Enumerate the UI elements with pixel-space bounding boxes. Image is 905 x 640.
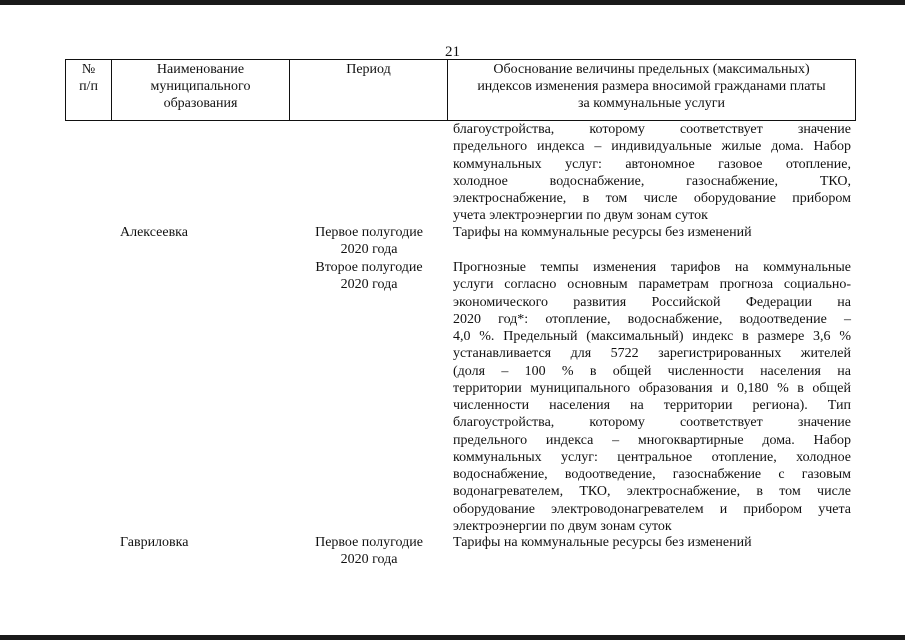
header-number: № п/п [79, 62, 98, 94]
period-first-half: Первое полугодие 2020 года [315, 535, 423, 567]
page-number: 21 [445, 44, 460, 60]
text-line: предельного индекса – многоквартирные дома. Набор [453, 432, 851, 448]
continued-basis-text [453, 121, 851, 225]
text-line: благоустройства, которому соответствует значение [453, 122, 851, 137]
text-line: оборудование электроводонагревателем и прибором учета [453, 501, 851, 517]
text-line: услуги согласно основным параметрам прогноза социально- [453, 277, 851, 293]
bottom-border [0, 635, 905, 640]
basis-text [453, 259, 851, 535]
text-line: 4,0 %. Предельный (максимальный) индекс в размере 3,6 % [453, 329, 851, 344]
text-line: водоснабжение, водоотведение, газоснабжение с газовым [453, 467, 851, 482]
text-line: коммунальных услуг: автономное газовое отопление, [453, 156, 851, 172]
text-line: Прогнозные темпы изменения тарифов на коммунальные [453, 260, 851, 275]
header-top-rule [65, 59, 855, 60]
text-line: холодное водоснабжение, газоснабжение, ТКО, [453, 173, 851, 189]
header-municipality: Наименование муниципального образования [150, 62, 251, 111]
header-period: Период [346, 62, 391, 77]
period-second-half: Второе полугодие 2020 года [315, 260, 423, 292]
text-line: территории муниципального образования и 0,180 % в общей [453, 380, 851, 396]
grid-line [855, 59, 856, 121]
text-line: электроснабжение, в том числе оборудование прибором [453, 191, 851, 206]
text-line: предельного индекса – индивидуальные жилые дома. Набор [453, 139, 851, 155]
text-line: Тарифы на коммунальные ресурсы без изменений [453, 225, 752, 240]
text-line: благоустройства, которому соответствует значение [453, 415, 851, 431]
period-first-half: Первое полугодие 2020 года [315, 225, 423, 257]
municipality-name: Алексеевка [120, 225, 188, 240]
municipality-name: Гавриловка [120, 535, 189, 550]
text-line: водонагревателем, ТКО, электроснабжение, в том числе [453, 484, 851, 500]
basis-text [453, 534, 851, 551]
text-line: Тарифы на коммунальные ресурсы без изменений [453, 535, 752, 550]
text-line: электроэнергии по двум зонам суток [453, 518, 672, 534]
text-line: (доля – 100 % в общей численности населения на [453, 363, 851, 379]
header-basis: Обоснование величины предельных (максимальных) индексов изменения размера вносимой гражданами платы за коммунальные услуги [477, 62, 826, 111]
basis-text [453, 224, 851, 241]
top-border [0, 0, 905, 5]
text-line: численности населения на территории региона). Тип [453, 398, 851, 413]
text-line: коммунальных услуг: центральное отопление, холодное [453, 449, 851, 465]
text-line: экономического развития Российской Федерации на [453, 294, 851, 310]
text-line: устанавливается для 5722 зарегистрированных жителей [453, 346, 851, 362]
text-line: учета электроэнергии по двум зонам суток [453, 208, 708, 224]
text-line: 2020 год*: отопление, водоснабжение, водоотведение – [453, 311, 851, 327]
